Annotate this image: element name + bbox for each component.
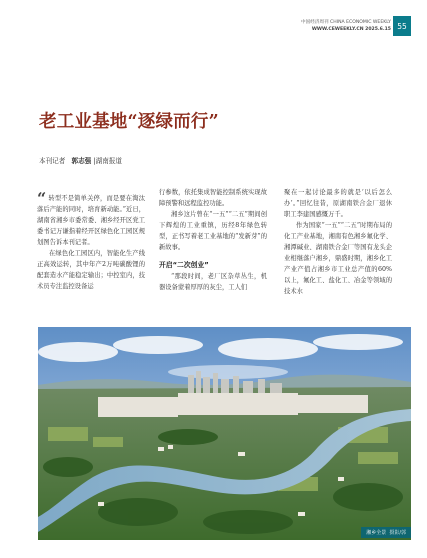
byline-names: 郭志强 — [71, 157, 92, 165]
magazine-header — [301, 19, 391, 33]
paragraph: 湘乡这片曾在“一五”“二五”期间创下辉煌的工业重镇，历经8年绿色转型，正书写着老工业基地的“发新芽”的新故事。 — [159, 211, 267, 251]
caption-text: 湘乡全景 — [366, 530, 387, 536]
paragraph: “那段时间，老厂区杂草丛生，机器设备蒙着厚厚的灰尘，工人们 — [159, 273, 267, 291]
article-column-1 — [37, 189, 145, 292]
byline-location: |湖南报道 — [93, 157, 122, 165]
page-number-badge: 55 — [393, 16, 411, 36]
byline — [39, 155, 122, 165]
paragraph: 在绿色化工园区内，智能化生产线正高效运转，其中年产2万吨碳酸锂的配套造水产能稳定输出；中控室内，技术员专注监控设备运 — [37, 250, 145, 290]
article-title: 老工业基地“逐绿而行” — [39, 112, 219, 132]
aerial-city-photo — [38, 327, 411, 540]
paragraph: 聚在一起讨论最多的就是‘以后怎么办’。”回忆往昔，原湖南铁合金厂退休职工李建国感慨万千。 — [284, 189, 392, 218]
quote-mark-icon: “ — [37, 189, 47, 208]
section-subhead: 开启“二次创业” — [159, 261, 209, 269]
magazine-name: 中国经济周刊 CHINA ECONOMIC WEEKLY — [301, 20, 391, 25]
photo-caption — [361, 527, 411, 538]
article-column-3 — [284, 187, 392, 297]
paragraph: 作为国家“一五”“二五”时期布局的化工产业基地，湘南有色湘乡氟化学、湘潭碱业、湖南铁合金厂等国有龙头企业相继落户湘乡，鼎盛时期，湘乡化工产业产值占湘乡市工业总产值的60%以上，氟化工、盐化工、冶金等领域的技术水 — [284, 222, 392, 295]
paragraph: “ 转型不是简单关停，而是要在淘汰落后产能的同时，培育新动能。”近日，湖南省湘乡市委常委、湘乡经开区党工委书记万谦指着经开区绿色化工园区规划图告诉本刊记者。 — [37, 189, 145, 246]
magazine-url-date: WWW.CEWEEKLY.CN 2025.6.15 — [311, 27, 391, 32]
article-column-2 — [159, 187, 267, 293]
photo-credit: 摄影/郭 — [389, 530, 406, 536]
landscape-illustration — [38, 327, 411, 540]
paragraph: 行参数，依托集成智能控制系统实现故障预警和远程监控功能。 — [159, 189, 267, 207]
byline-label: 本刊记者 — [39, 157, 66, 165]
